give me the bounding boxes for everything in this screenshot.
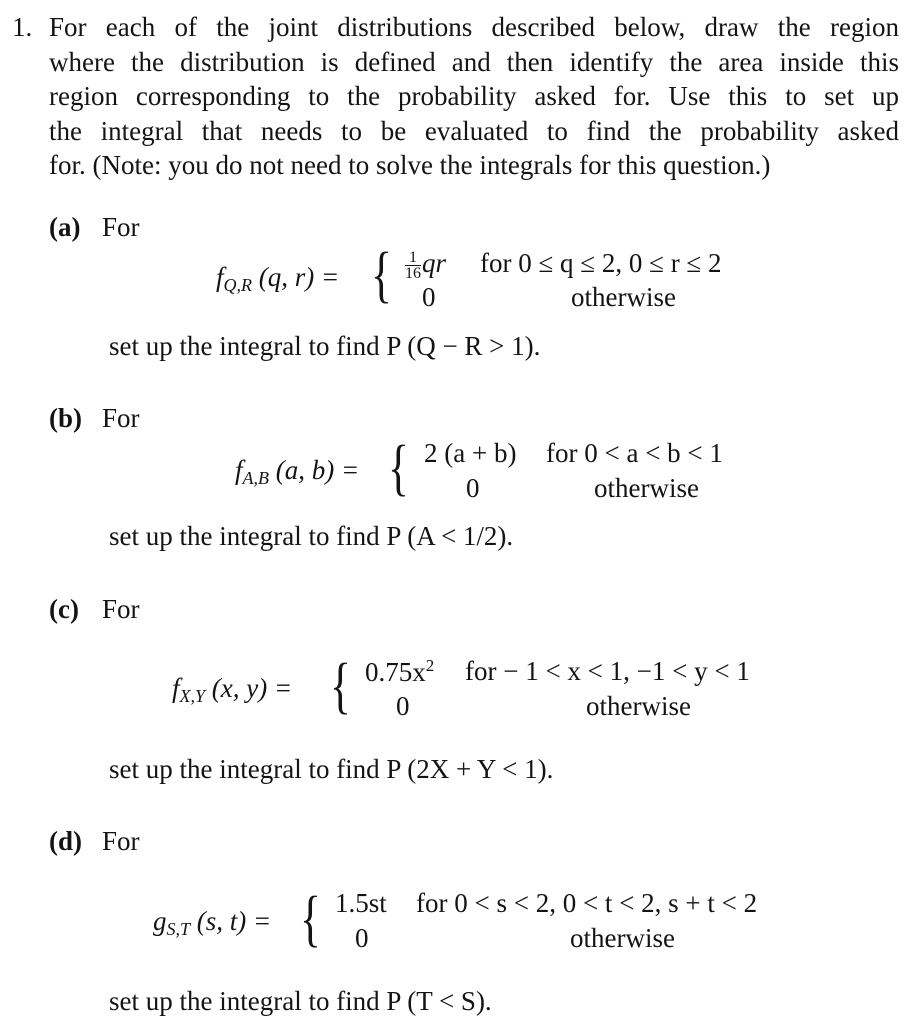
case1-condition: for 0 < s < 2, 0 < t < 2, s + t < 2 bbox=[416, 888, 758, 918]
task-text: set up the integral to find P (Q − R > 1). bbox=[109, 331, 541, 361]
question-number: 1. bbox=[12, 12, 33, 42]
task-text: set up the integral to find P (2X + Y < 1). bbox=[109, 754, 554, 784]
case1-condition: for − 1 < x < 1, −1 < y < 1 bbox=[465, 656, 750, 686]
for-text: For bbox=[102, 403, 140, 433]
for-text: For bbox=[102, 212, 140, 242]
intro-line: for. (Note: you do not need to solve the integrals for this question.) bbox=[49, 150, 771, 180]
pdf-lhs: $f_{Q,R}$ (q, r) = bbox=[216, 262, 340, 295]
part-label: (c) bbox=[49, 594, 79, 624]
case2-value: 0 bbox=[466, 473, 480, 503]
pdf-lhs: $f_{A,B}$ (a, b) = bbox=[235, 455, 360, 488]
case2-value: 0 bbox=[396, 691, 410, 721]
pdf-lhs: $g_{S,T}$ (s, t) = bbox=[153, 906, 272, 939]
intro-line: region corresponding to the probability asked for. Use this to set up bbox=[49, 81, 899, 111]
case2-condition: otherwise bbox=[571, 282, 676, 312]
intro-line: the integral that needs to be evaluated to find the probability asked bbox=[49, 115, 899, 146]
case2-condition: otherwise bbox=[570, 923, 675, 953]
function-args: (q, r) = bbox=[258, 262, 340, 292]
case1-condition: for 0 < a < b < 1 bbox=[546, 438, 723, 468]
brace: { bbox=[371, 241, 392, 309]
case1-value: $\frac{1}{16}$ qr bbox=[405, 248, 447, 283]
for-text: For bbox=[102, 594, 140, 624]
case1-value: $0.75x^2$ bbox=[365, 656, 435, 687]
for-text: For bbox=[102, 826, 140, 856]
intro-line: where the distribution is defined and then identify the area inside this bbox=[49, 46, 899, 77]
case1-value: 2 (a + b) bbox=[424, 438, 517, 468]
brace: { bbox=[300, 885, 321, 953]
part-label: (a) bbox=[49, 212, 81, 242]
function-args: (a, b) = bbox=[275, 455, 360, 485]
case2-value: 0 bbox=[355, 923, 369, 953]
question-intro bbox=[49, 10, 899, 183]
brace: { bbox=[330, 652, 351, 720]
case2-condition: otherwise bbox=[586, 691, 691, 721]
case1-value: 1.5st bbox=[335, 888, 387, 918]
part-label: (d) bbox=[49, 826, 82, 856]
pdf-lhs: $f_{X,Y}$ (x, y) = bbox=[172, 673, 293, 706]
task-text: set up the integral to find P (A < 1/2). bbox=[109, 521, 514, 551]
case2-value: 0 bbox=[422, 282, 436, 312]
case1-condition: for 0 ≤ q ≤ 2, 0 ≤ r ≤ 2 bbox=[480, 248, 722, 278]
case2-condition: otherwise bbox=[594, 473, 699, 503]
function-args: (x, y) = bbox=[211, 673, 293, 703]
task-text: set up the integral to find P (T < S). bbox=[109, 986, 492, 1016]
part-label: (b) bbox=[49, 403, 82, 433]
brace: { bbox=[388, 434, 409, 502]
intro-line: For each of the joint distributions described below, draw the region bbox=[49, 12, 899, 42]
function-args: (s, t) = bbox=[196, 906, 272, 936]
